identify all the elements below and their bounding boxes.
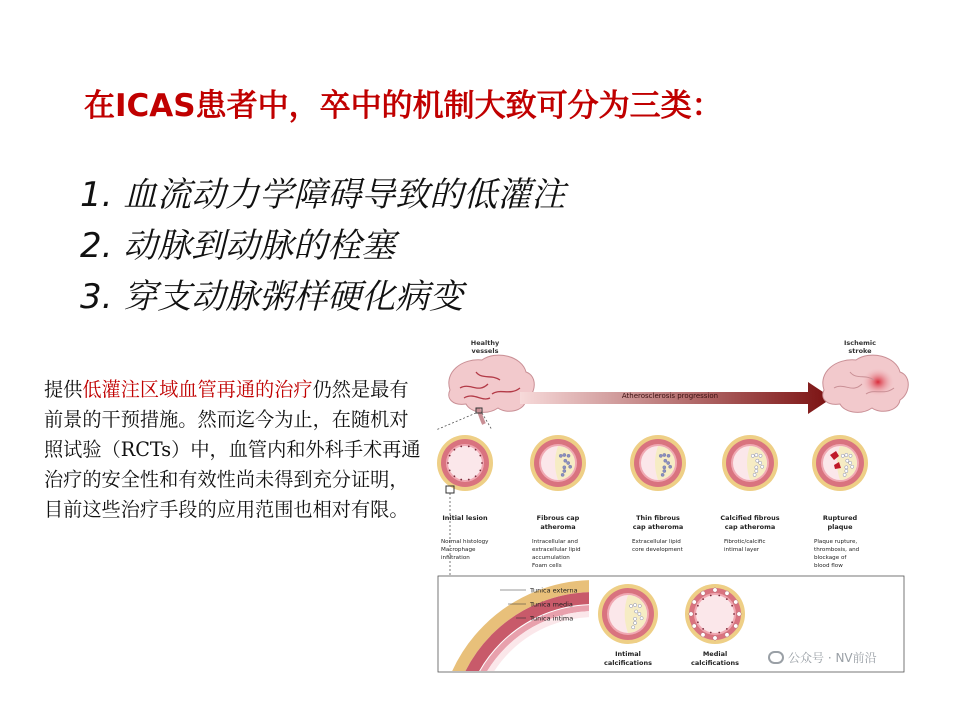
stage-title-3: cap atheroma	[632, 523, 684, 531]
atherosclerosis-figure	[430, 332, 912, 676]
stage-desc-1: Normal histology	[441, 539, 489, 545]
ischemic-label-1: Ischemic	[843, 339, 877, 347]
stage-title-2: Fibrous cap	[536, 514, 580, 522]
calcification-title-1: Intimal	[615, 650, 641, 658]
stage-desc-1: Macrophage	[441, 547, 476, 553]
stage-title-5: Ruptured	[822, 514, 858, 522]
stage-title-4: cap atheroma	[724, 523, 776, 531]
stage-title-4: Calcified fibrous	[720, 514, 780, 522]
stage-desc-3: Extracellular lipid	[632, 539, 681, 545]
treatment-paragraph	[44, 375, 422, 525]
healthy-brain-icon	[449, 355, 534, 424]
vessel-stage-5	[812, 435, 868, 491]
layer-label-2: Tunica media	[530, 600, 573, 609]
atherosclerosis-diagram	[430, 332, 912, 676]
watermark-text: 公众号 · NV前沿	[788, 650, 877, 665]
vessel-stage-2	[530, 435, 586, 491]
stage-desc-2: Foam cells	[532, 563, 562, 569]
slide-title: 在ICAS患者中，卒中的机制大致可分为三类：	[84, 88, 723, 124]
calcification-title-1: calcifications	[604, 659, 652, 667]
watermark	[768, 646, 877, 668]
mechanism-item-2: 2. 动脉到动脉的栓塞	[80, 226, 396, 266]
stage-desc-5: blockage of	[814, 555, 847, 561]
paragraph-highlight: 低灌注区域血管再通的治疗	[82, 378, 313, 401]
stage-desc-5: Plaque rupture,	[814, 539, 858, 545]
ischemic-label-2: stroke	[848, 347, 872, 355]
stage-title-2: atheroma	[540, 523, 576, 531]
ischemic-brain-icon	[823, 355, 908, 412]
calcification-title-2: calcifications	[691, 659, 739, 667]
stage-desc-4: Fibrotic/calcific	[724, 539, 766, 545]
wechat-icon	[768, 651, 784, 664]
mechanism-item-3: 3. 穿支动脉粥样硬化病变	[80, 277, 464, 317]
calcification-vessel-1	[598, 584, 658, 644]
healthy-label-2: vessels	[471, 347, 499, 355]
layer-label-3: Tunica intima	[530, 614, 574, 623]
mechanism-item-1: 1. 血流动力学障碍导致的低灌注	[80, 175, 566, 215]
healthy-label-1: Healthy	[470, 339, 500, 347]
stage-desc-5: blood flow	[814, 563, 843, 569]
progression-label: Atherosclerosis progression	[621, 392, 719, 400]
stage-desc-1: infiltration	[441, 555, 470, 561]
vessel-stage-1	[437, 435, 493, 491]
layer-label-1: Tunica externa	[530, 586, 578, 595]
paragraph-text-post: 仍然是最有前景的干预措施。然而迄今为止，在随机对照试验（RCTs）中，血管内和外科手术再通治疗的安全性和有效性尚未得到充分证明，目前这些治疗手段的应用范围也相对有限。	[44, 378, 421, 521]
stage-desc-3: core development	[632, 547, 683, 553]
calcification-title-2: Medial	[702, 650, 728, 658]
stage-desc-4: intimal layer	[724, 547, 760, 553]
stage-title-3: Thin fibrous	[636, 514, 680, 522]
paragraph-text-pre: 提供	[44, 378, 83, 401]
stage-desc-5: thrombosis, and	[814, 547, 860, 553]
stage-title-1: Initial lesion	[442, 514, 488, 522]
stage-desc-2: Intracellular and	[532, 539, 578, 545]
vessel-stage-3	[630, 435, 686, 491]
stage-title-5: plaque	[827, 523, 853, 531]
stage-desc-2: accumulation	[532, 555, 570, 561]
mechanism-list	[80, 170, 680, 323]
vessel-stage-4	[722, 435, 778, 491]
stage-desc-2: extracellular lipid	[532, 547, 581, 553]
calcification-vessel-2	[685, 584, 745, 644]
